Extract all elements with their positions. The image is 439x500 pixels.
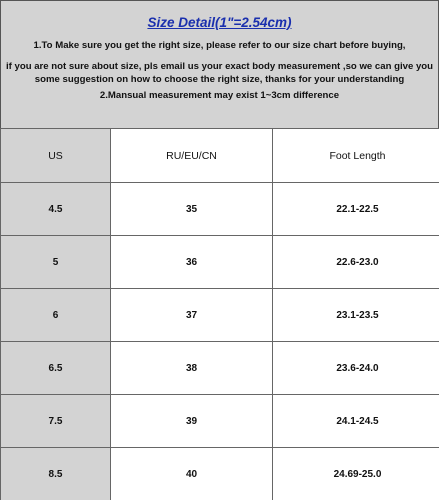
foot-length-cell: 24.1-24.5 [273,395,439,448]
us-size-cell: 6.5 [1,342,111,395]
us-size-cell: 7.5 [1,395,111,448]
size-detail-header [0,0,439,131]
us-size-cell: 4.5 [1,183,111,236]
table-row [1,183,439,236]
size-note-3: 2.Mansual measurement may exist 1~3cm difference [99,90,340,101]
column-header-foot-length: Foot Length [273,129,439,183]
eu-size-cell: 38 [111,342,273,395]
us-size-cell: 5 [1,236,111,289]
table-header-row [1,129,439,183]
eu-size-cell: 35 [111,183,273,236]
eu-size-cell: 36 [111,236,273,289]
foot-length-cell: 22.6-23.0 [273,236,439,289]
table-row [1,448,439,500]
size-table [0,128,439,500]
eu-size-cell: 37 [111,289,273,342]
table-row [1,236,439,289]
foot-length-cell: 24.69-25.0 [273,448,439,500]
table-row [1,289,439,342]
column-header-us: US [1,129,111,183]
foot-length-cell: 22.1-22.5 [273,183,439,236]
table-row [1,395,439,448]
table-row [1,342,439,395]
column-header-ru-eu-cn: RU/EU/CN [111,129,273,183]
eu-size-cell: 40 [111,448,273,500]
foot-length-cell: 23.6-24.0 [273,342,439,395]
us-size-cell: 6 [1,289,111,342]
eu-size-cell: 39 [111,395,273,448]
size-detail-title: Size Detail(1"=2.54cm) [147,15,292,30]
size-note-2: if you are not sure about size, pls email us your exact body measurement ,so we can give you some suggestion on how to choose the right size, thanks for your understanding [5,61,434,85]
foot-length-cell: 23.1-23.5 [273,289,439,342]
size-note-1: 1.To Make sure you get the right size, please refer to our size chart before buying, [33,40,406,51]
us-size-cell: 8.5 [1,448,111,500]
